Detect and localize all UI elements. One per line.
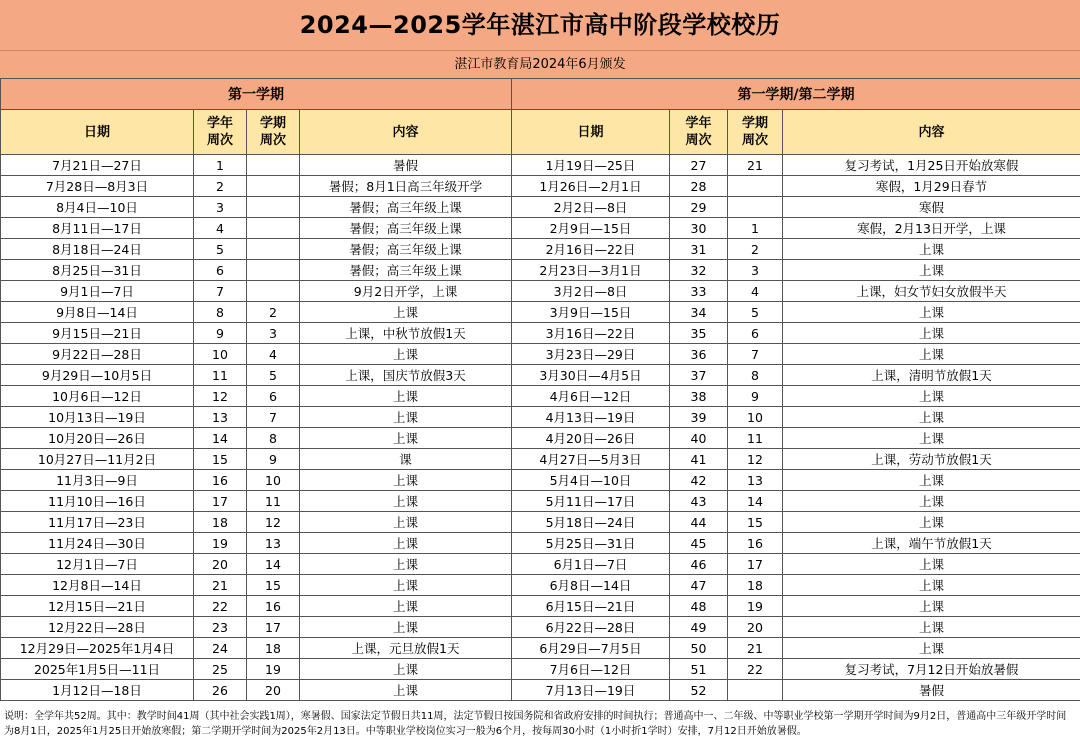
cell-year-week-left: 1 [194,155,247,176]
cell-term-week-left [247,176,300,197]
cell-date-right: 6月29日—7月5日 [512,638,670,659]
table-row [1,428,1080,449]
cell-term-week-right: 17 [728,554,783,575]
cell-term-week-right: 10 [728,407,783,428]
cell-year-week-right: 50 [670,638,728,659]
cell-date-left: 10月20日—26日 [1,428,194,449]
cell-date-left: 8月11日—17日 [1,218,194,239]
header-term-week: 学期 周次 [728,110,783,155]
cell-year-week-right: 32 [670,260,728,281]
cell-term-week-left: 19 [247,659,300,680]
cell-year-week-right: 31 [670,239,728,260]
cell-term-week-left [247,260,300,281]
cell-content-right: 上课 [783,575,1080,596]
cell-content-right: 上课，清明节放假1天 [783,365,1080,386]
cell-content-left: 上课，中秋节放假1天 [300,323,512,344]
cell-term-week-right [728,197,783,218]
cell-year-week-right: 49 [670,617,728,638]
table-row [1,386,1080,407]
table-row [1,680,1080,701]
cell-date-left: 11月24日—30日 [1,533,194,554]
column-header-row [1,110,1080,155]
cell-content-left: 上课 [300,617,512,638]
cell-content-left: 暑假；8月1日高三年级开学 [300,176,512,197]
cell-date-right: 2月23日—3月1日 [512,260,670,281]
cell-year-week-left: 16 [194,470,247,491]
cell-content-left: 暑假；高三年级上课 [300,260,512,281]
semester-right-label: 第一学期/第二学期 [512,79,1080,110]
cell-term-week-right: 2 [728,239,783,260]
cell-year-week-left: 19 [194,533,247,554]
cell-date-left: 11月3日—9日 [1,470,194,491]
cell-content-right: 上课，端午节放假1天 [783,533,1080,554]
explanation-note: 说明：全学年共52周。其中：教学时间41周（其中社会实践1周），寒暑假、国家法定节假日共11周，法定节假日按国务院和省政府安排的时间执行；普通高中一、二年级、中等职业学校第一学期开学时间为9月2日，普通高中三年级开学时间为8月1日，2025年1月25日开始放寒假；第二学期开学时间为2025年2月13日。中等职业学校岗位实习一般为6个月，按每周30小时（1小时折1学时）安排，7月12日开始放暑假。 [4,711,1067,737]
cell-date-right: 7月13日—19日 [512,680,670,701]
cell-year-week-left: 22 [194,596,247,617]
cell-date-left: 12月8日—14日 [1,575,194,596]
cell-year-week-left: 4 [194,218,247,239]
cell-year-week-left: 15 [194,449,247,470]
cell-year-week-right: 44 [670,512,728,533]
cell-term-week-right: 21 [728,638,783,659]
table-row [1,659,1080,680]
cell-content-right: 上课 [783,596,1080,617]
cell-term-week-left [247,155,300,176]
table-row [1,260,1080,281]
cell-content-left: 暑假 [300,155,512,176]
cell-year-week-right: 37 [670,365,728,386]
header-term-week: 学期 周次 [247,110,300,155]
cell-term-week-left: 8 [247,428,300,449]
cell-term-week-left: 15 [247,575,300,596]
table-row [1,512,1080,533]
cell-term-week-left: 6 [247,386,300,407]
cell-content-right: 上课，妇女节妇女放假半天 [783,281,1080,302]
cell-date-right: 2月9日—15日 [512,218,670,239]
cell-year-week-right: 48 [670,596,728,617]
cell-year-week-right: 29 [670,197,728,218]
cell-term-week-left: 14 [247,554,300,575]
cell-term-week-left: 20 [247,680,300,701]
cell-content-left: 上课 [300,512,512,533]
cell-content-left: 上课 [300,680,512,701]
cell-year-week-left: 24 [194,638,247,659]
cell-year-week-left: 23 [194,617,247,638]
cell-date-right: 4月13日—19日 [512,407,670,428]
cell-date-right: 4月6日—12日 [512,386,670,407]
cell-date-right: 5月11日—17日 [512,491,670,512]
cell-date-left: 10月6日—12日 [1,386,194,407]
cell-content-left: 上课 [300,575,512,596]
cell-content-right: 复习考试，1月25日开始放寒假 [783,155,1080,176]
table-row [1,155,1080,176]
cell-date-left: 12月15日—21日 [1,596,194,617]
table-row [1,596,1080,617]
cell-date-left: 9月15日—21日 [1,323,194,344]
cell-date-right: 6月15日—21日 [512,596,670,617]
cell-term-week-right: 20 [728,617,783,638]
cell-content-right: 上课 [783,386,1080,407]
cell-year-week-right: 45 [670,533,728,554]
cell-date-left: 12月1日—7日 [1,554,194,575]
cell-content-left: 上课 [300,470,512,491]
cell-term-week-right: 21 [728,155,783,176]
cell-content-right: 上课 [783,260,1080,281]
cell-term-week-left: 10 [247,470,300,491]
header-content: 内容 [300,110,512,155]
table-row [1,281,1080,302]
cell-term-week-left: 17 [247,617,300,638]
cell-content-right: 上课 [783,491,1080,512]
table-row [1,638,1080,659]
cell-year-week-right: 28 [670,176,728,197]
cell-year-week-right: 38 [670,386,728,407]
cell-year-week-left: 6 [194,260,247,281]
cell-term-week-right: 14 [728,491,783,512]
cell-term-week-left [247,218,300,239]
cell-year-week-right: 34 [670,302,728,323]
cell-term-week-right: 7 [728,344,783,365]
header-content: 内容 [783,110,1080,155]
semester-left-label: 第一学期 [1,79,512,110]
table-row [1,323,1080,344]
table-row [1,218,1080,239]
cell-content-left: 上课 [300,659,512,680]
table-row [1,176,1080,197]
cell-year-week-right: 52 [670,680,728,701]
cell-content-right: 寒假 [783,197,1080,218]
cell-content-left: 上课，国庆节放假3天 [300,365,512,386]
cell-date-left: 11月17日—23日 [1,512,194,533]
cell-term-week-right: 22 [728,659,783,680]
cell-term-week-right: 16 [728,533,783,554]
cell-content-left: 上课 [300,302,512,323]
cell-date-right: 2月2日—8日 [512,197,670,218]
cell-content-left: 9月2日开学，上课 [300,281,512,302]
cell-date-right: 3月16日—22日 [512,323,670,344]
table-row [1,617,1080,638]
cell-content-right: 上课 [783,323,1080,344]
cell-term-week-right: 5 [728,302,783,323]
cell-content-right: 上课 [783,638,1080,659]
header-year-week: 学年 周次 [194,110,247,155]
cell-date-right: 3月2日—8日 [512,281,670,302]
cell-term-week-left: 7 [247,407,300,428]
cell-year-week-right: 46 [670,554,728,575]
cell-date-right: 5月25日—31日 [512,533,670,554]
cell-content-left: 上课 [300,407,512,428]
cell-date-right: 1月19日—25日 [512,155,670,176]
table-row [1,365,1080,386]
cell-date-right: 6月22日—28日 [512,617,670,638]
cell-year-week-right: 43 [670,491,728,512]
cell-date-left: 2025年1月5日—11日 [1,659,194,680]
cell-year-week-right: 27 [670,155,728,176]
cell-year-week-left: 17 [194,491,247,512]
cell-term-week-left [247,281,300,302]
table-row [1,197,1080,218]
cell-content-right: 上课 [783,470,1080,491]
cell-term-week-right: 18 [728,575,783,596]
cell-date-right: 4月20日—26日 [512,428,670,449]
cell-date-right: 6月1日—7日 [512,554,670,575]
cell-term-week-left: 2 [247,302,300,323]
cell-term-week-right: 13 [728,470,783,491]
cell-content-right: 上课 [783,428,1080,449]
cell-term-week-left: 3 [247,323,300,344]
cell-term-week-right: 6 [728,323,783,344]
cell-content-left: 上课 [300,596,512,617]
cell-content-left: 暑假；高三年级上课 [300,218,512,239]
header-year-week: 学年 周次 [670,110,728,155]
cell-term-week-right: 1 [728,218,783,239]
table-row [1,554,1080,575]
table-row [1,344,1080,365]
cell-year-week-right: 47 [670,575,728,596]
cell-year-week-right: 41 [670,449,728,470]
cell-date-right: 3月9日—15日 [512,302,670,323]
header-date: 日期 [1,110,194,155]
cell-content-left: 上课 [300,386,512,407]
school-calendar-table [0,78,1080,701]
cell-year-week-right: 42 [670,470,728,491]
cell-year-week-left: 14 [194,428,247,449]
cell-year-week-left: 10 [194,344,247,365]
cell-content-left: 上课 [300,428,512,449]
cell-year-week-right: 33 [670,281,728,302]
cell-term-week-right [728,176,783,197]
cell-content-left: 上课 [300,533,512,554]
cell-content-right: 寒假，1月29日春节 [783,176,1080,197]
cell-term-week-left: 13 [247,533,300,554]
cell-year-week-right: 36 [670,344,728,365]
cell-date-left: 8月25日—31日 [1,260,194,281]
cell-year-week-left: 13 [194,407,247,428]
cell-date-left: 10月13日—19日 [1,407,194,428]
cell-date-left: 11月10日—16日 [1,491,194,512]
cell-date-left: 9月8日—14日 [1,302,194,323]
cell-term-week-left: 16 [247,596,300,617]
cell-date-right: 3月30日—4月5日 [512,365,670,386]
cell-term-week-right: 12 [728,449,783,470]
cell-term-week-right: 19 [728,596,783,617]
cell-year-week-left: 12 [194,386,247,407]
cell-date-left: 7月21日—27日 [1,155,194,176]
cell-term-week-left: 11 [247,491,300,512]
title-bar [0,0,1080,50]
cell-year-week-left: 26 [194,680,247,701]
cell-content-right: 复习考试，7月12日开始放暑假 [783,659,1080,680]
cell-year-week-right: 39 [670,407,728,428]
cell-content-right: 上课 [783,344,1080,365]
cell-year-week-left: 8 [194,302,247,323]
cell-content-right: 上课，劳动节放假1天 [783,449,1080,470]
cell-content-right: 上课 [783,617,1080,638]
cell-year-week-left: 7 [194,281,247,302]
cell-year-week-left: 9 [194,323,247,344]
cell-term-week-right: 8 [728,365,783,386]
cell-date-right: 5月4日—10日 [512,470,670,491]
table-row [1,533,1080,554]
cell-term-week-left: 9 [247,449,300,470]
cell-term-week-right: 3 [728,260,783,281]
cell-date-right: 1月26日—2月1日 [512,176,670,197]
cell-date-right: 7月6日—12日 [512,659,670,680]
cell-term-week-right: 11 [728,428,783,449]
table-row [1,449,1080,470]
cell-date-right: 5月18日—24日 [512,512,670,533]
cell-term-week-left: 5 [247,365,300,386]
cell-term-week-left [247,197,300,218]
cell-content-right: 上课 [783,512,1080,533]
cell-date-left: 12月29日—2025年1月4日 [1,638,194,659]
header-date: 日期 [512,110,670,155]
cell-content-left: 上课 [300,491,512,512]
cell-date-right: 3月23日—29日 [512,344,670,365]
cell-year-week-left: 21 [194,575,247,596]
cell-content-right: 上课 [783,554,1080,575]
cell-year-week-right: 30 [670,218,728,239]
cell-year-week-left: 18 [194,512,247,533]
cell-term-week-right: 9 [728,386,783,407]
cell-term-week-left [247,239,300,260]
table-row [1,407,1080,428]
cell-year-week-right: 40 [670,428,728,449]
cell-content-left: 上课 [300,554,512,575]
cell-content-right: 寒假，2月13日开学，上课 [783,218,1080,239]
cell-year-week-right: 35 [670,323,728,344]
cell-date-right: 6月8日—14日 [512,575,670,596]
cell-year-week-left: 3 [194,197,247,218]
cell-year-week-left: 20 [194,554,247,575]
cell-term-week-right: 15 [728,512,783,533]
table-row [1,239,1080,260]
semester-header-row [1,79,1080,110]
cell-year-week-left: 25 [194,659,247,680]
cell-date-right: 4月27日—5月3日 [512,449,670,470]
cell-term-week-left: 18 [247,638,300,659]
cell-term-week-right [728,680,783,701]
cell-content-left: 暑假；高三年级上课 [300,197,512,218]
cell-date-left: 12月22日—28日 [1,617,194,638]
cell-date-left: 10月27日—11月2日 [1,449,194,470]
cell-date-left: 8月18日—24日 [1,239,194,260]
cell-content-right: 上课 [783,302,1080,323]
page-title: 2024—2025学年湛江市高中阶段学校校历 [299,11,781,39]
cell-term-week-right: 4 [728,281,783,302]
cell-date-right: 2月16日—22日 [512,239,670,260]
cell-year-week-left: 5 [194,239,247,260]
table-row [1,302,1080,323]
cell-year-week-right: 51 [670,659,728,680]
cell-content-right: 上课 [783,407,1080,428]
cell-year-week-left: 11 [194,365,247,386]
cell-content-left: 上课，元旦放假1天 [300,638,512,659]
cell-content-right: 暑假 [783,680,1080,701]
issuer-subtitle: 湛江市教育局2024年6月颁发 [0,50,1080,79]
cell-content-left: 暑假；高三年级上课 [300,239,512,260]
table-row [1,491,1080,512]
cell-content-left: 课 [300,449,512,470]
table-row [1,575,1080,596]
cell-term-week-left: 4 [247,344,300,365]
cell-date-left: 9月1日—7日 [1,281,194,302]
cell-year-week-left: 2 [194,176,247,197]
cell-date-left: 8月4日—10日 [1,197,194,218]
cell-term-week-left: 12 [247,512,300,533]
cell-date-left: 9月29日—10月5日 [1,365,194,386]
cell-date-left: 7月28日—8月3日 [1,176,194,197]
table-row [1,470,1080,491]
cell-content-right: 上课 [783,239,1080,260]
cell-date-left: 1月12日—18日 [1,680,194,701]
cell-date-left: 9月22日—28日 [1,344,194,365]
cell-content-left: 上课 [300,344,512,365]
